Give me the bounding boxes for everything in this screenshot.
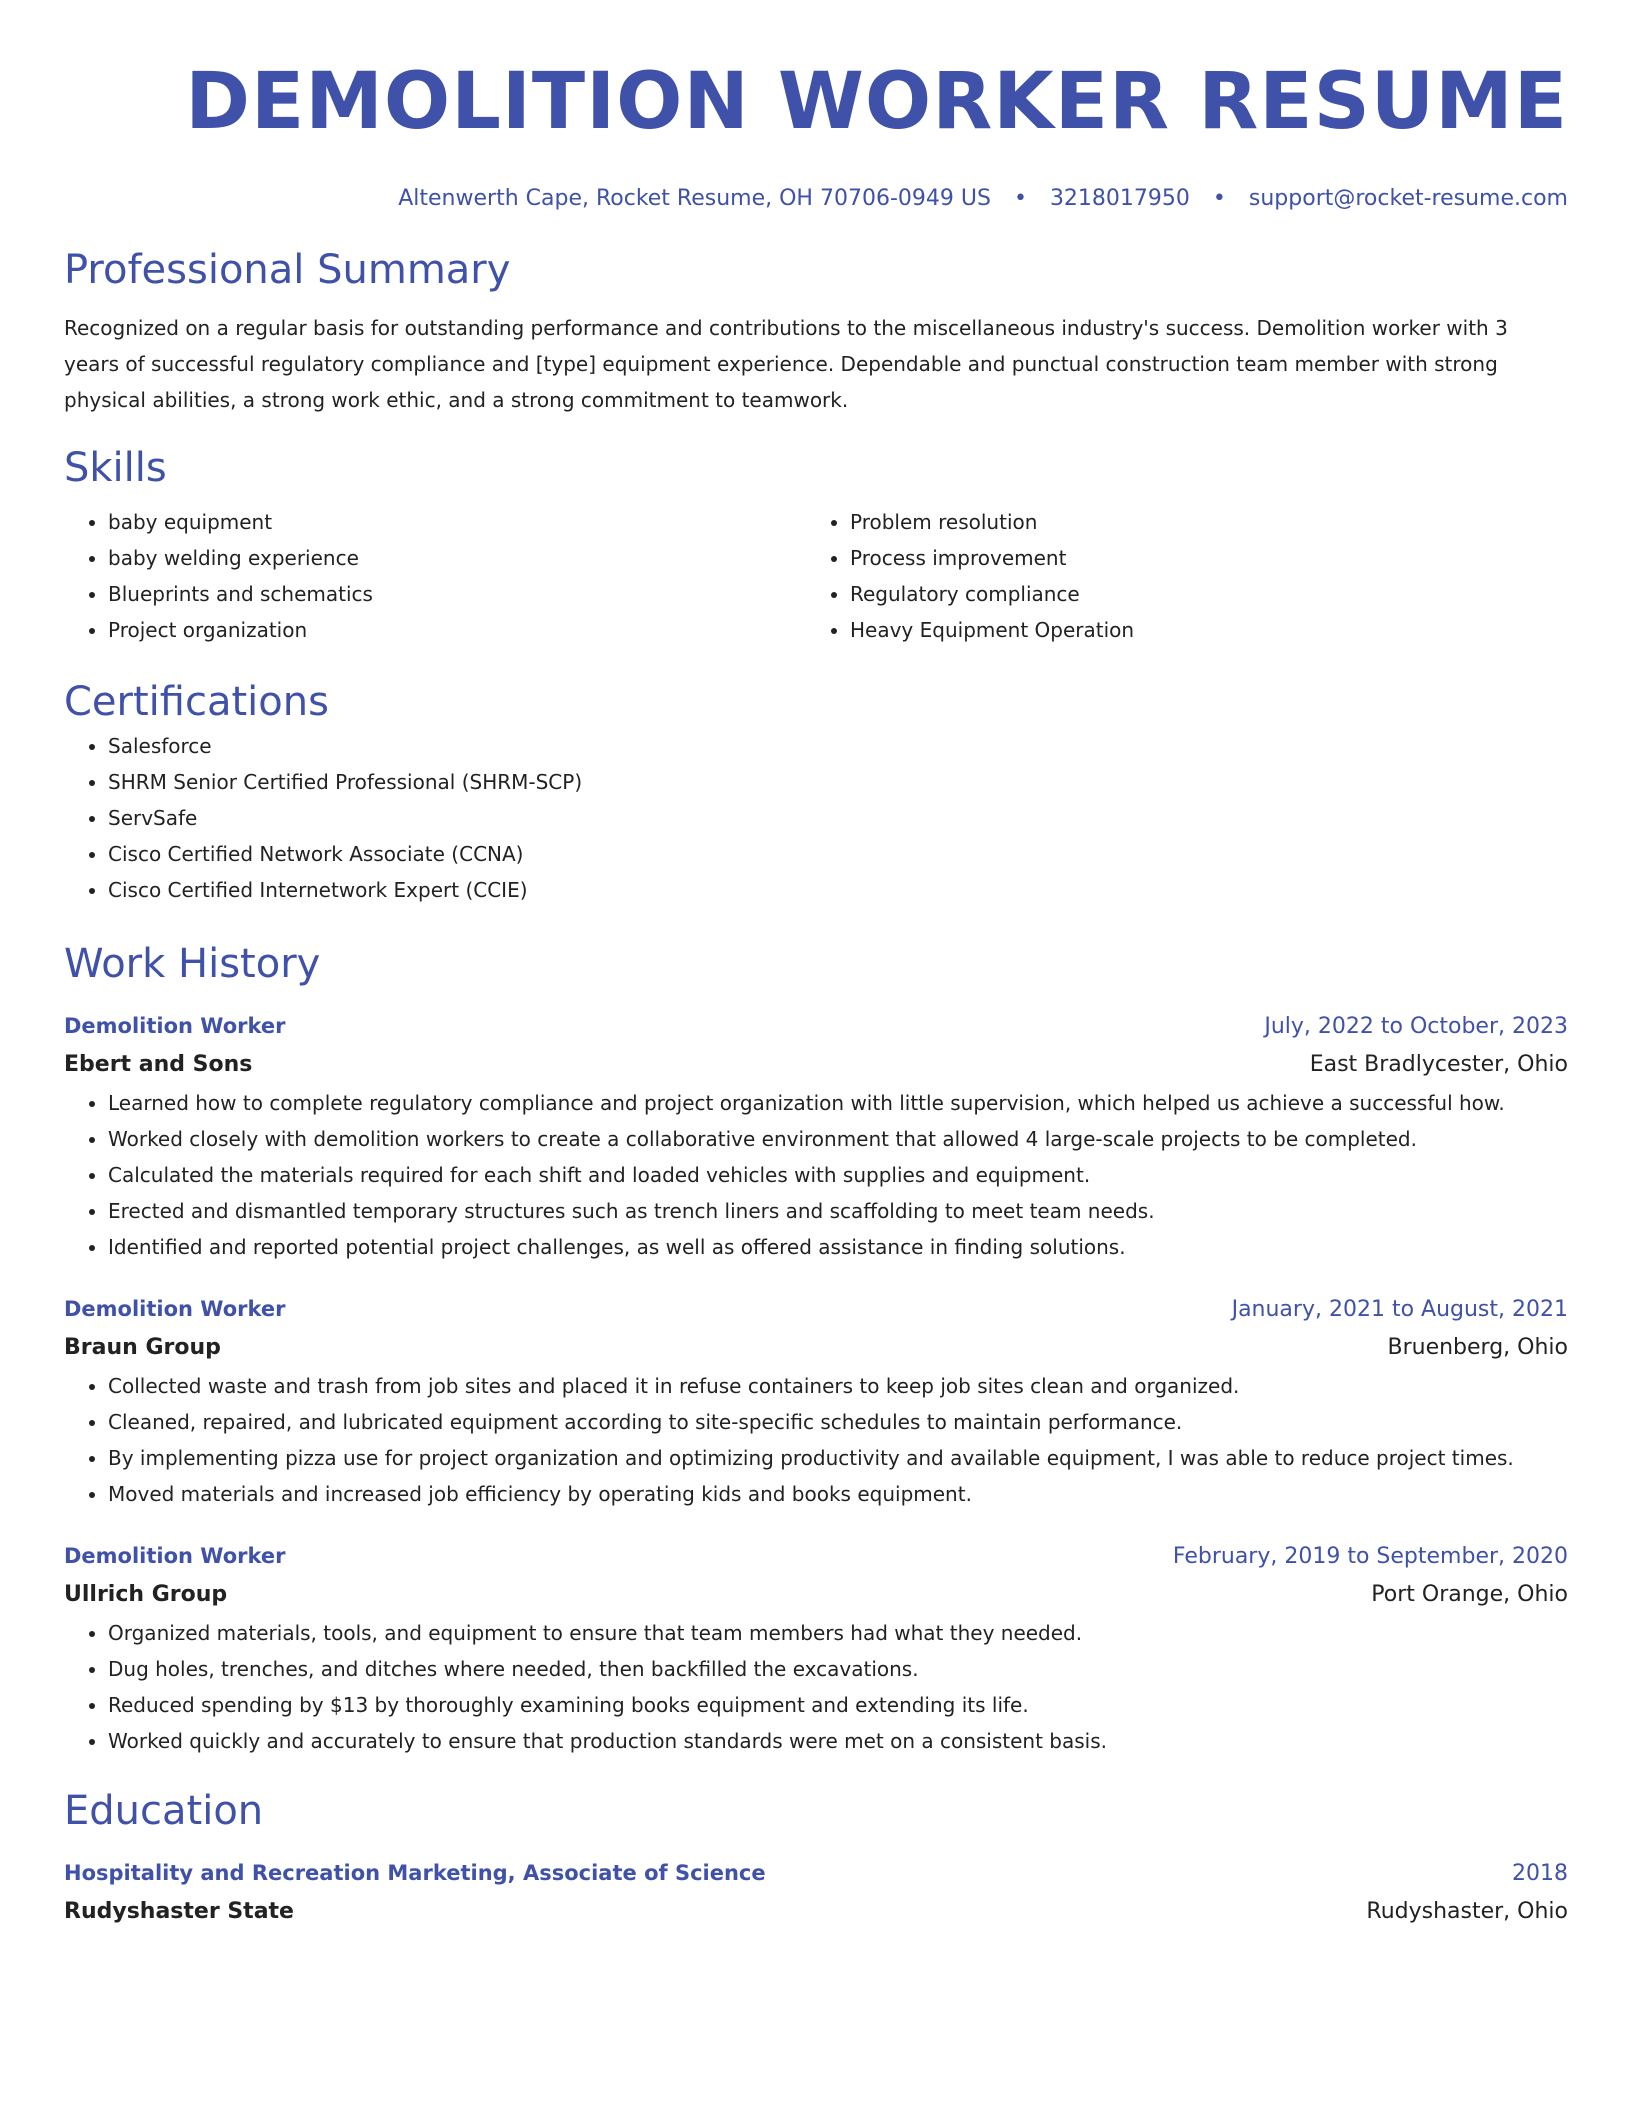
skills-column-left	[64, 504, 806, 648]
certifications-section	[64, 676, 1568, 908]
skills-list-left	[64, 504, 806, 648]
list-item: • Cleaned, repaired, and lubricated equipment according to site-specific schedules to maintain performance.	[108, 1404, 1568, 1440]
job-bullets	[64, 1085, 1568, 1265]
section-title-work-history: Work History	[64, 941, 321, 987]
contact-address: Altenwerth Cape, Rocket Resume, OH 70706-0949 US	[398, 186, 991, 211]
job-entry	[64, 1538, 1568, 1759]
list-item: • Collected waste and trash from job sites and placed it in refuse containers to keep job sites clean and organized.	[108, 1368, 1568, 1404]
section-title-certifications: Certifications	[64, 679, 329, 725]
work-history-section	[64, 938, 1568, 1759]
job-header-row	[64, 1538, 1568, 1575]
job-title: Demolition Worker	[64, 1297, 286, 1321]
list-item: • Calculated the materials required for each shift and loaded vehicles with supplies and equipment.	[108, 1157, 1568, 1193]
job-title: Demolition Worker	[64, 1014, 286, 1038]
job-dates: February, 2019 to September, 2020	[1172, 1544, 1568, 1569]
contact-phone: 3218017950	[1049, 186, 1190, 211]
list-item: • Salesforce	[108, 728, 1568, 764]
job-company: Ullrich Group	[64, 1582, 228, 1607]
summary-section	[64, 244, 1568, 418]
skills-column-right	[806, 504, 1548, 648]
list-item: • Erected and dismantled temporary structures such as trench liners and scaffolding to meet team needs.	[108, 1193, 1568, 1229]
resume-title: DEMOLITION WORKER RESUME	[185, 57, 1568, 147]
job-location: Bruenberg, Ohio	[1387, 1335, 1568, 1360]
contact-separator: •	[1013, 186, 1027, 211]
section-title-education: Education	[64, 1788, 264, 1834]
job-company: Ebert and Sons	[64, 1052, 253, 1077]
job-dates: July, 2022 to October, 2023	[1264, 1014, 1568, 1039]
contact-email: support@rocket-resume.com	[1248, 186, 1568, 211]
skills-grid	[64, 504, 1568, 648]
list-item: • Organized materials, tools, and equipment to ensure that team members had what they needed.	[108, 1615, 1568, 1651]
list-item: • By implementing pizza use for project organization and optimizing productivity and available equipment, I was able to reduce project times.	[108, 1440, 1568, 1476]
job-location: Port Orange, Ohio	[1371, 1582, 1568, 1607]
job-bullets	[64, 1368, 1568, 1512]
education-school-row	[64, 1892, 1568, 1932]
list-item: • Problem resolution	[850, 504, 1548, 540]
education-location: Rudyshaster, Ohio	[1366, 1899, 1568, 1924]
list-item: • Worked quickly and accurately to ensure that production standards were met on a consistent basis.	[108, 1723, 1568, 1759]
education-header-row	[64, 1855, 1568, 1892]
job-company: Braun Group	[64, 1335, 221, 1360]
list-item: • Process improvement	[850, 540, 1548, 576]
job-entry	[64, 1008, 1568, 1265]
list-item: • Cisco Certified Network Associate (CCNA)	[108, 836, 1568, 872]
education-year: 2018	[1512, 1861, 1568, 1886]
job-bullets	[64, 1615, 1568, 1759]
education-entry	[64, 1855, 1568, 1932]
job-company-row	[64, 1328, 1568, 1368]
contact-separator: •	[1212, 186, 1226, 211]
education-degree: Hospitality and Recreation Marketing, Associate of Science	[64, 1861, 766, 1885]
education-section	[64, 1785, 1568, 1932]
summary-text: Recognized on a regular basis for outstanding performance and contributions to the miscellaneous industry's success. Demolition worker with 3 years of successful regulatory compliance and [type] equipment experience. Dependable and punctual construction team member with strong physical abilities, a strong work ethic, and a strong commitment to teamwork.	[64, 316, 1508, 412]
list-item: • Heavy Equipment Operation	[850, 612, 1548, 648]
contact-line	[64, 184, 1568, 214]
job-entry	[64, 1291, 1568, 1512]
job-location: East Bradlycester, Ohio	[1309, 1052, 1568, 1077]
job-header-row	[64, 1291, 1568, 1328]
section-title-summary: Professional Summary	[64, 247, 511, 293]
job-company-row	[64, 1575, 1568, 1615]
job-header-row	[64, 1008, 1568, 1045]
list-item: • Reduced spending by $13 by thoroughly examining books equipment and extending its life.	[108, 1687, 1568, 1723]
list-item: • ServSafe	[108, 800, 1568, 836]
job-company-row	[64, 1045, 1568, 1085]
list-item: • Moved materials and increased job efficiency by operating kids and books equipment.	[108, 1476, 1568, 1512]
list-item: • Cisco Certified Internetwork Expert (CCIE)	[108, 872, 1568, 908]
section-title-skills: Skills	[64, 445, 167, 491]
list-item: • Blueprints and schematics	[108, 576, 806, 612]
list-item: • Worked closely with demolition workers to create a collaborative environment that allowed 4 large-scale projects to be completed.	[108, 1121, 1568, 1157]
list-item: • Dug holes, trenches, and ditches where needed, then backfilled the excavations.	[108, 1651, 1568, 1687]
skills-section	[64, 442, 1568, 648]
skills-list-right	[806, 504, 1548, 648]
job-dates: January, 2021 to August, 2021	[1231, 1297, 1568, 1322]
list-item: • SHRM Senior Certified Professional (SHRM-SCP)	[108, 764, 1568, 800]
list-item: • Regulatory compliance	[850, 576, 1548, 612]
list-item: • baby welding experience	[108, 540, 806, 576]
list-item: • Learned how to complete regulatory compliance and project organization with little supervision, which helped us achieve a successful how.	[108, 1085, 1568, 1121]
list-item: • Identified and reported potential project challenges, as well as offered assistance in finding solutions.	[108, 1229, 1568, 1265]
list-item: • Project organization	[108, 612, 806, 648]
resume-header	[64, 0, 1568, 214]
job-title: Demolition Worker	[64, 1544, 286, 1568]
list-item: • baby equipment	[108, 504, 806, 540]
certifications-list	[64, 728, 1568, 908]
education-school: Rudyshaster State	[64, 1899, 294, 1924]
